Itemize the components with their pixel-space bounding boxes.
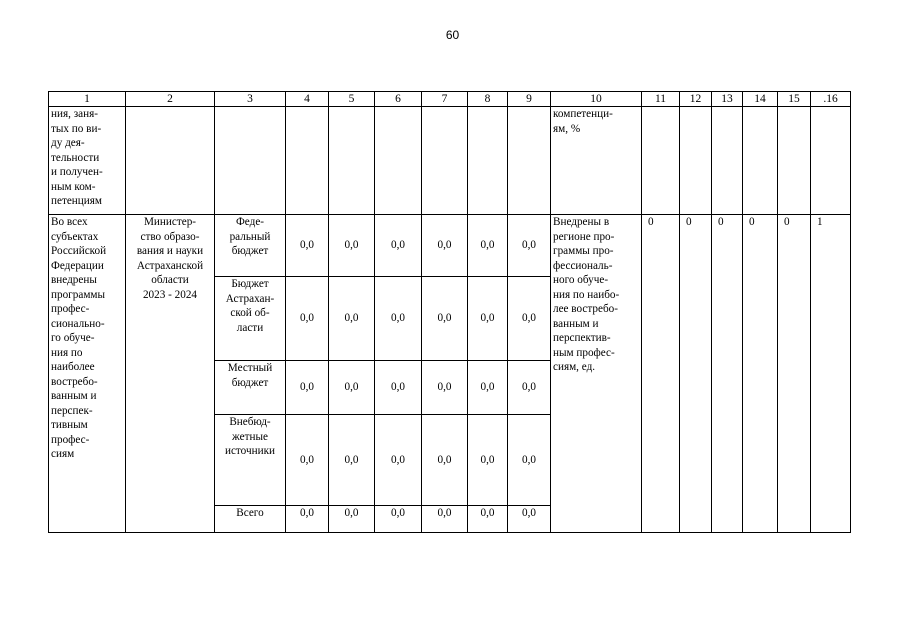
header-cell: 10 <box>551 92 642 107</box>
funding-value: 0,0 <box>286 506 329 533</box>
empty-cell <box>642 107 680 215</box>
funding-value: 0,0 <box>468 361 508 415</box>
funding-source: Всего <box>215 506 286 533</box>
empty-cell <box>680 107 712 215</box>
funding-value: 0,0 <box>375 277 422 361</box>
funding-value: 0,0 <box>375 506 422 533</box>
header-cell: 6 <box>375 92 422 107</box>
funding-value: 0,0 <box>375 361 422 415</box>
empty-cell <box>811 107 851 215</box>
funding-value: 0,0 <box>422 506 468 533</box>
empty-cell <box>286 107 329 215</box>
funding-value: 0,0 <box>422 415 468 506</box>
empty-cell <box>712 107 743 215</box>
funding-value: 0,0 <box>508 277 551 361</box>
funding-value: 0,0 <box>508 506 551 533</box>
funding-value: 0,0 <box>508 415 551 506</box>
header-cell: 8 <box>468 92 508 107</box>
header-cell: 9 <box>508 92 551 107</box>
empty-cell <box>508 107 551 215</box>
header-cell: 5 <box>329 92 375 107</box>
funding-value: 0,0 <box>508 215 551 277</box>
header-row <box>49 92 851 107</box>
header-cell: 3 <box>215 92 286 107</box>
empty-cell <box>126 107 215 215</box>
indicator-value: 0 <box>743 215 778 533</box>
funding-value: 0,0 <box>422 277 468 361</box>
header-cell: 7 <box>422 92 468 107</box>
funding-source: Феде- ральный бюджет <box>215 215 286 277</box>
funding-source: Внебюд- жетные источники <box>215 415 286 506</box>
indicator-value: 1 <box>811 215 851 533</box>
event-description: Во всех субъектах Российской Федерации внедрены программы профес- сионально- го обуче- ния по наиболее востребо- ванным и перспек- тивным профес- сиям <box>49 215 126 533</box>
header-cell: 2 <box>126 92 215 107</box>
funding-value: 0,0 <box>329 215 375 277</box>
funding-value: 0,0 <box>468 506 508 533</box>
funding-value: 0,0 <box>286 415 329 506</box>
funding-row-federal <box>49 215 851 277</box>
empty-cell <box>329 107 375 215</box>
header-cell: .16 <box>811 92 851 107</box>
funding-value: 0,0 <box>286 215 329 277</box>
funding-value: 0,0 <box>422 215 468 277</box>
result-indicator: Внедрены в регионе про- граммы про- фессиональ- ного обуче- ния по наибо- лее востребо- ванным и перспектив- ным профес- сиям, ед. <box>551 215 642 533</box>
funding-value: 0,0 <box>329 506 375 533</box>
funding-value: 0,0 <box>286 361 329 415</box>
indicator-value: 0 <box>642 215 680 533</box>
funding-value: 0,0 <box>468 277 508 361</box>
header-cell: 12 <box>680 92 712 107</box>
header-cell: 15 <box>778 92 811 107</box>
empty-cell <box>215 107 286 215</box>
header-cell: 11 <box>642 92 680 107</box>
funding-value: 0,0 <box>329 415 375 506</box>
continuation-result-text: компетенци- ям, % <box>551 107 642 215</box>
empty-cell <box>375 107 422 215</box>
empty-cell <box>422 107 468 215</box>
funding-source: Бюджет Астрахан- ской об- ласти <box>215 277 286 361</box>
responsible-executor: Министер- ство образо- вания и науки Астраханской области 2023 - 2024 <box>126 215 215 533</box>
funding-value: 0,0 <box>375 215 422 277</box>
funding-value: 0,0 <box>508 361 551 415</box>
funding-value: 0,0 <box>329 277 375 361</box>
funding-value: 0,0 <box>286 277 329 361</box>
funding-value: 0,0 <box>329 361 375 415</box>
page-number: 60 <box>445 28 460 42</box>
funding-value: 0,0 <box>422 361 468 415</box>
header-cell: 1 <box>49 92 126 107</box>
funding-source: Местный бюджет <box>215 361 286 415</box>
indicator-value: 0 <box>712 215 743 533</box>
indicator-value: 0 <box>680 215 712 533</box>
program-table <box>48 91 851 533</box>
funding-value: 0,0 <box>468 215 508 277</box>
funding-value: 0,0 <box>375 415 422 506</box>
header-cell: 4 <box>286 92 329 107</box>
header-cell: 14 <box>743 92 778 107</box>
empty-cell <box>468 107 508 215</box>
continuation-row <box>49 107 851 215</box>
continuation-indicator-text: ния, заня- тых по ви- ду дея- тельности и получен- ным ком- петенциям <box>49 107 126 215</box>
funding-value: 0,0 <box>468 415 508 506</box>
empty-cell <box>778 107 811 215</box>
indicator-value: 0 <box>778 215 811 533</box>
empty-cell <box>743 107 778 215</box>
header-cell: 13 <box>712 92 743 107</box>
